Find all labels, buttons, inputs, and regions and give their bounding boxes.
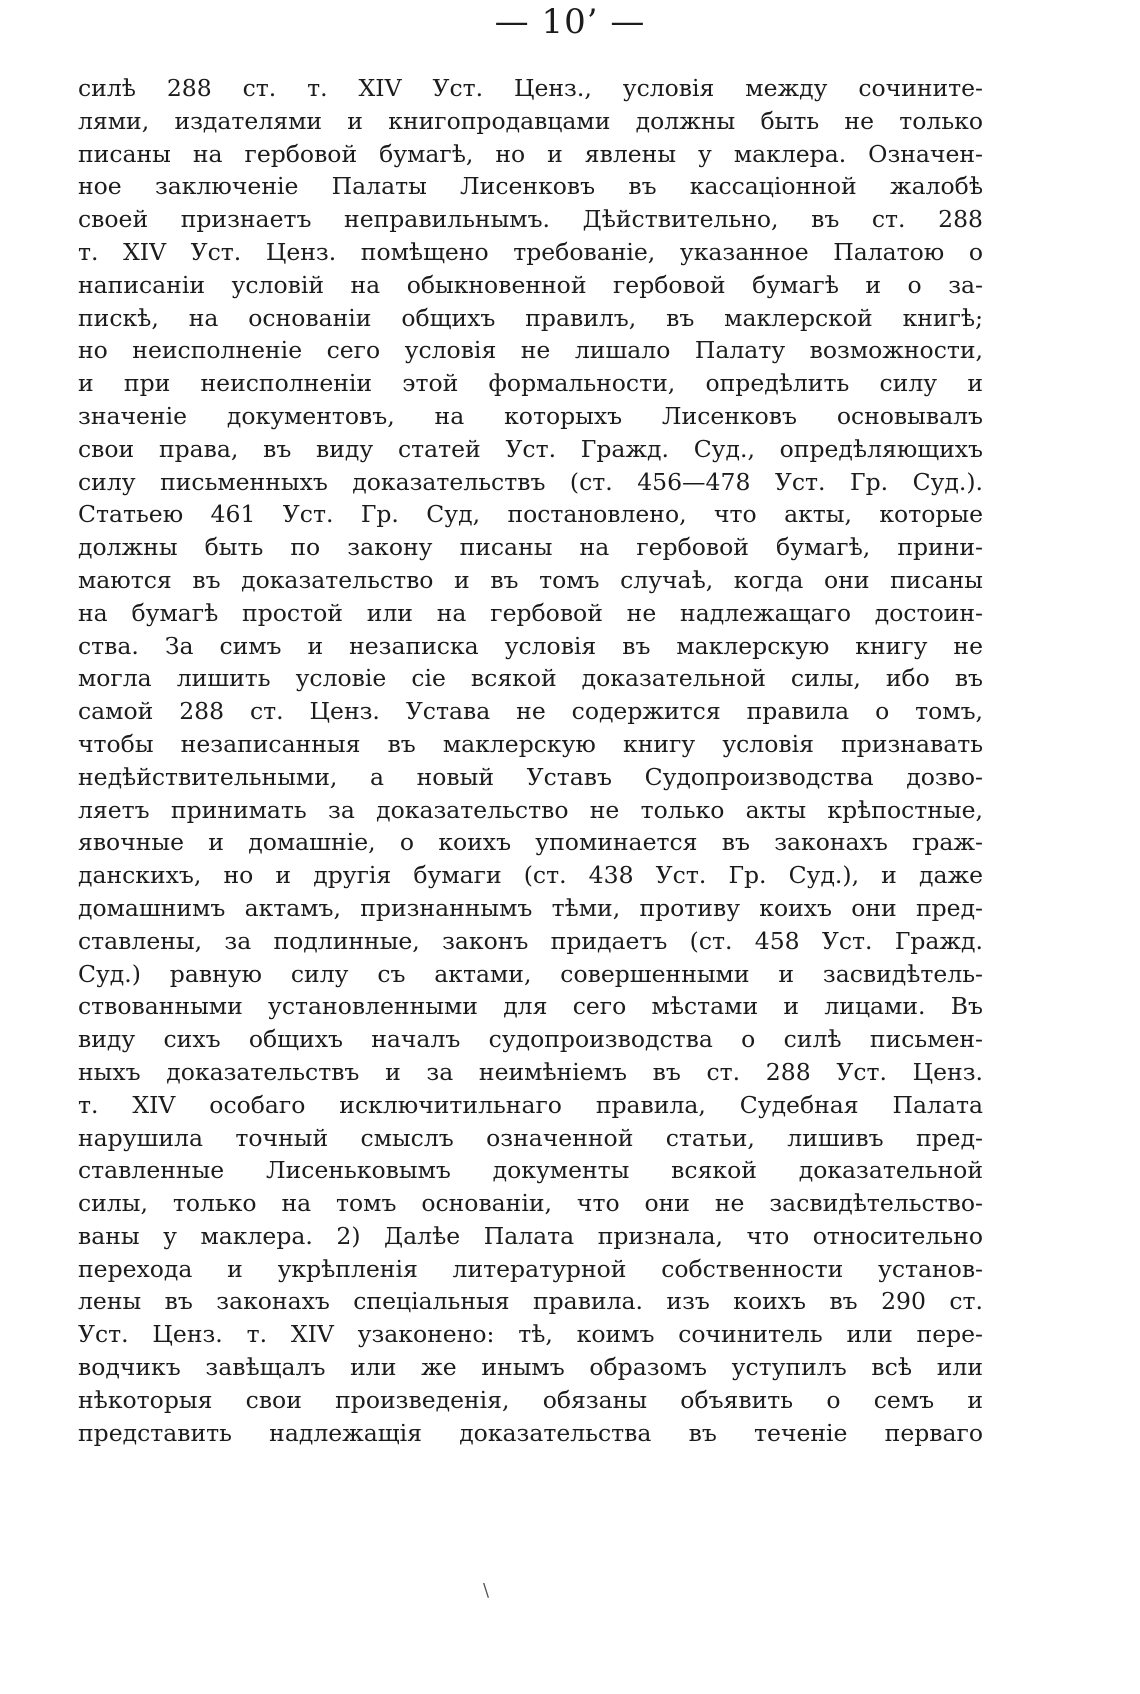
text-line: ства. За симъ и незаписка условія въ маклерскую книгу не	[78, 631, 983, 660]
text-line: явочные и домашніе, о коихъ упоминается въ законахъ граж-	[78, 828, 983, 857]
text-line: представить надлежащія доказательства въ теченіе перваго	[78, 1418, 983, 1447]
text-line: силу письменныхъ доказательствъ (ст. 456—478 Уст. Гр. Суд.).	[78, 467, 983, 496]
text-line: ное заключеніе Палаты Лисенковъ въ кассаціонной жалобѣ	[78, 172, 983, 201]
body-text	[78, 72, 983, 1449]
text-line: и при неисполненіи этой формальности, опредѣлить силу и	[78, 369, 983, 398]
text-line: силы, только на томъ основаніи, что они не засвидѣтельство-	[78, 1189, 983, 1218]
text-line: силѣ 288 ст. т. XIV Уст. Ценз., условія между сочините-	[78, 74, 983, 102]
text-line: чтобы незаписанныя въ маклерскую книгу условія признавать	[78, 729, 983, 758]
text-line: ствованными установленными для сего мѣстами и лицами. Въ	[78, 992, 983, 1021]
text-line: виду сихъ общихъ началъ судопроизводства о силѣ письмен-	[78, 1025, 983, 1054]
text-line: самой 288 ст. Ценз. Устава не содержится правила о томъ,	[78, 697, 983, 726]
text-line: должны быть по закону писаны на гербовой бумагѣ, прини-	[78, 533, 983, 562]
text-line: водчикъ завѣщалъ или же инымъ образомъ уступилъ всѣ или	[78, 1353, 983, 1382]
text-line: своей признаетъ неправильнымъ. Дѣйствительно, въ ст. 288	[78, 205, 983, 234]
text-line: домашнимъ актамъ, признаннымъ тѣми, противу коихъ они пред-	[78, 893, 983, 922]
text-line: т. XIV Уст. Ценз. помѣщено требованіе, указанное Палатою о	[78, 237, 983, 266]
text-line: свои права, въ виду статей Уст. Гражд. Суд., опредѣляющихъ	[78, 434, 983, 463]
text-line: данскихъ, но и другія бумаги (ст. 438 Уст. Гр. Суд.), и даже	[78, 861, 983, 890]
text-line: ваны у маклера. 2) Далѣе Палата признала, что относительно	[78, 1221, 983, 1250]
text-line: написаніи условій на обыкновенной гербовой бумагѣ и о за-	[78, 270, 983, 299]
text-line: на бумагѣ простой или на гербовой не надлежащаго достоин-	[78, 598, 983, 627]
text-line: ляетъ принимать за доказательство не только акты крѣпостные,	[78, 795, 983, 824]
text-line: ставлены, за подлинные, законъ придаетъ (ст. 458 Уст. Гражд.	[78, 926, 983, 955]
page-number: — 10’ —	[494, 2, 646, 42]
text-line: Уст. Ценз. т. XIV узаконено: тѣ, коимъ сочинитель или пере-	[78, 1320, 983, 1349]
stray-mark: \	[483, 1580, 490, 1601]
text-line: могла лишить условіе сіе всякой доказательной силы, ибо въ	[78, 664, 983, 693]
text-line: Суд.) равную силу съ актами, совершенными и засвидѣтель-	[78, 959, 983, 988]
text-line: ставленные Лисеньковымъ документы всякой доказательной	[78, 1156, 983, 1185]
text-line: лями, издателями и книгопродавцами должны быть не только	[78, 106, 983, 135]
text-line: значеніе документовъ, на которыхъ Лисенковъ основывалъ	[78, 401, 983, 430]
text-line: перехода и укрѣпленія литературной собственности установ-	[78, 1254, 983, 1283]
text-line: т. XIV особаго исключитильнаго правила, Судебная Палата	[78, 1090, 983, 1119]
text-line: нѣкоторыя свои произведенія, обязаны объявить о семъ и	[78, 1385, 983, 1414]
text-line: Статьею 461 Уст. Гр. Суд, постановлено, что акты, которые	[78, 500, 983, 529]
text-line: недѣйствительными, а новый Уставъ Судопроизводства дозво-	[78, 762, 983, 791]
text-line: писаны на гербовой бумагѣ, но и явлены у маклера. Означен-	[78, 139, 983, 168]
text-line: нарушила точный смыслъ означенной статьи, лишивъ пред-	[78, 1123, 983, 1152]
text-line: но неисполненіе сего условія не лишало Палату возможности,	[78, 336, 983, 365]
text-line: лены въ законахъ спеціальныя правила. изъ коихъ въ 290 ст.	[78, 1287, 983, 1316]
text-line: маются въ доказательство и въ томъ случаѣ, когда они писаны	[78, 565, 983, 594]
text-line: пискѣ, на основаніи общихъ правилъ, въ маклерской книгѣ;	[78, 303, 983, 332]
text-line: ныхъ доказательствъ и за неимѣніемъ въ ст. 288 Уст. Ценз.	[78, 1057, 983, 1086]
